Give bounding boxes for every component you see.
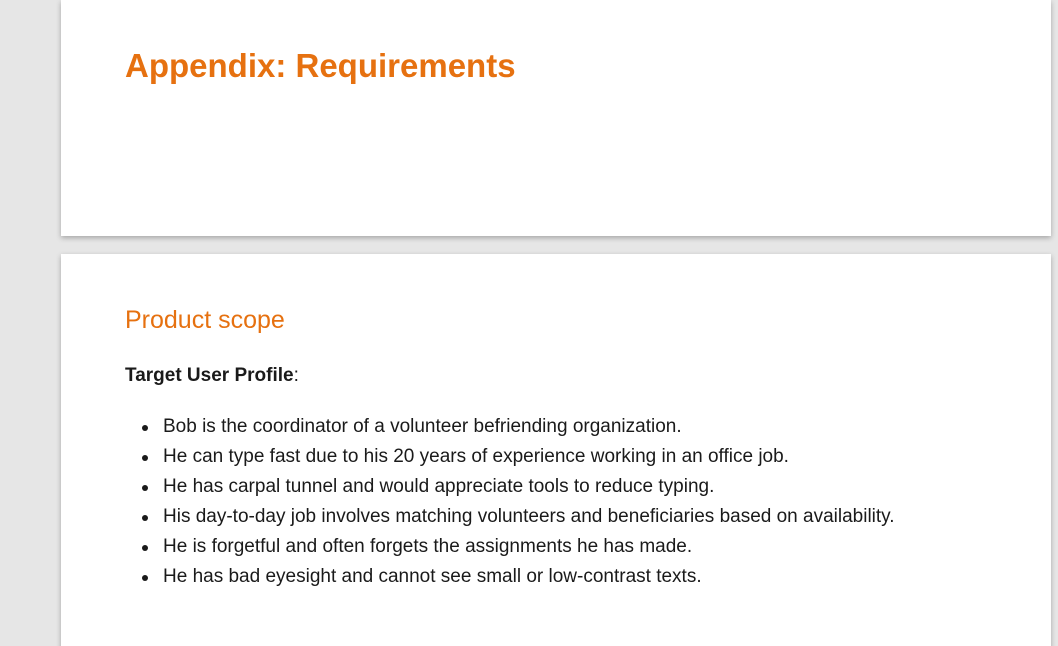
list-item: [163, 472, 895, 502]
list-item-text: He has bad eyesight and cannot see small or low-contrast texts.: [163, 566, 702, 587]
list-item: [163, 562, 895, 592]
document-page-2: [61, 254, 1051, 646]
document-page-1: [61, 0, 1051, 236]
list-item: [163, 412, 895, 442]
list-item-text: He is forgetful and often forgets the assignments he has made.: [163, 536, 693, 557]
list-item: [163, 502, 895, 532]
bullet-icon: [142, 575, 148, 581]
section-heading-product-scope: Product scope: [125, 306, 285, 334]
bullet-icon: [142, 455, 148, 461]
list-item-text: His day-to-day job involves matching volunteers and beneficiaries based on availability.: [163, 506, 895, 527]
bullet-icon: [142, 545, 148, 551]
list-item-text: Bob is the coordinator of a volunteer befriending organization.: [163, 416, 682, 437]
list-item-text: He has carpal tunnel and would appreciate tools to reduce typing.: [163, 476, 715, 497]
list-item-text: He can type fast due to his 20 years of experience working in an office job.: [163, 446, 789, 467]
target-user-profile-label: Target User Profile: [125, 365, 294, 386]
bullet-icon: [142, 515, 148, 521]
target-user-profile-line: [125, 364, 299, 388]
list-item: [163, 442, 895, 472]
profile-label-colon: :: [293, 365, 299, 386]
bullet-icon: [142, 485, 148, 491]
bullet-icon: [142, 425, 148, 431]
user-profile-bullet-list: [125, 412, 895, 592]
appendix-title: Appendix: Requirements: [125, 47, 516, 84]
list-item: [163, 532, 895, 562]
